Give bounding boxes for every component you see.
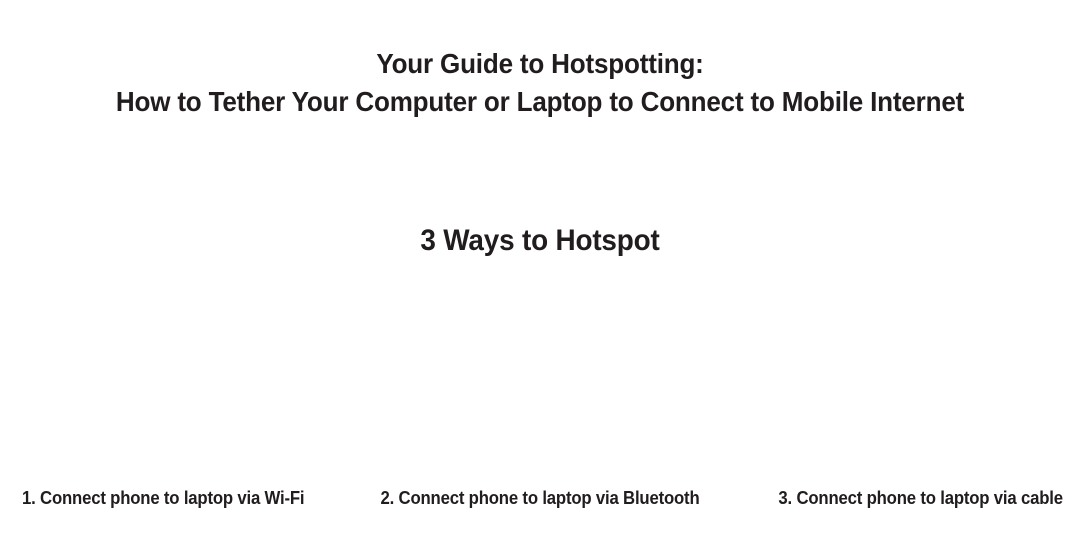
method-2-bluetooth-label: 2. Connect phone to laptop via Bluetooth: [380, 488, 700, 508]
page-title: [38, 45, 1042, 121]
method-3-cable-label: 3. Connect phone to laptop via cable: [778, 488, 1063, 508]
methods-caption-row: [0, 486, 1080, 512]
method-1-wifi-label: 1. Connect phone to laptop via Wi-Fi: [22, 488, 305, 508]
section-heading: 3 Ways to Hotspot: [420, 224, 660, 257]
page-title-line-1: Your Guide to Hotspotting:: [376, 48, 704, 79]
page-title-line-2: How to Tether Your Computer or Laptop to Connect to Mobile Internet: [115, 86, 965, 117]
